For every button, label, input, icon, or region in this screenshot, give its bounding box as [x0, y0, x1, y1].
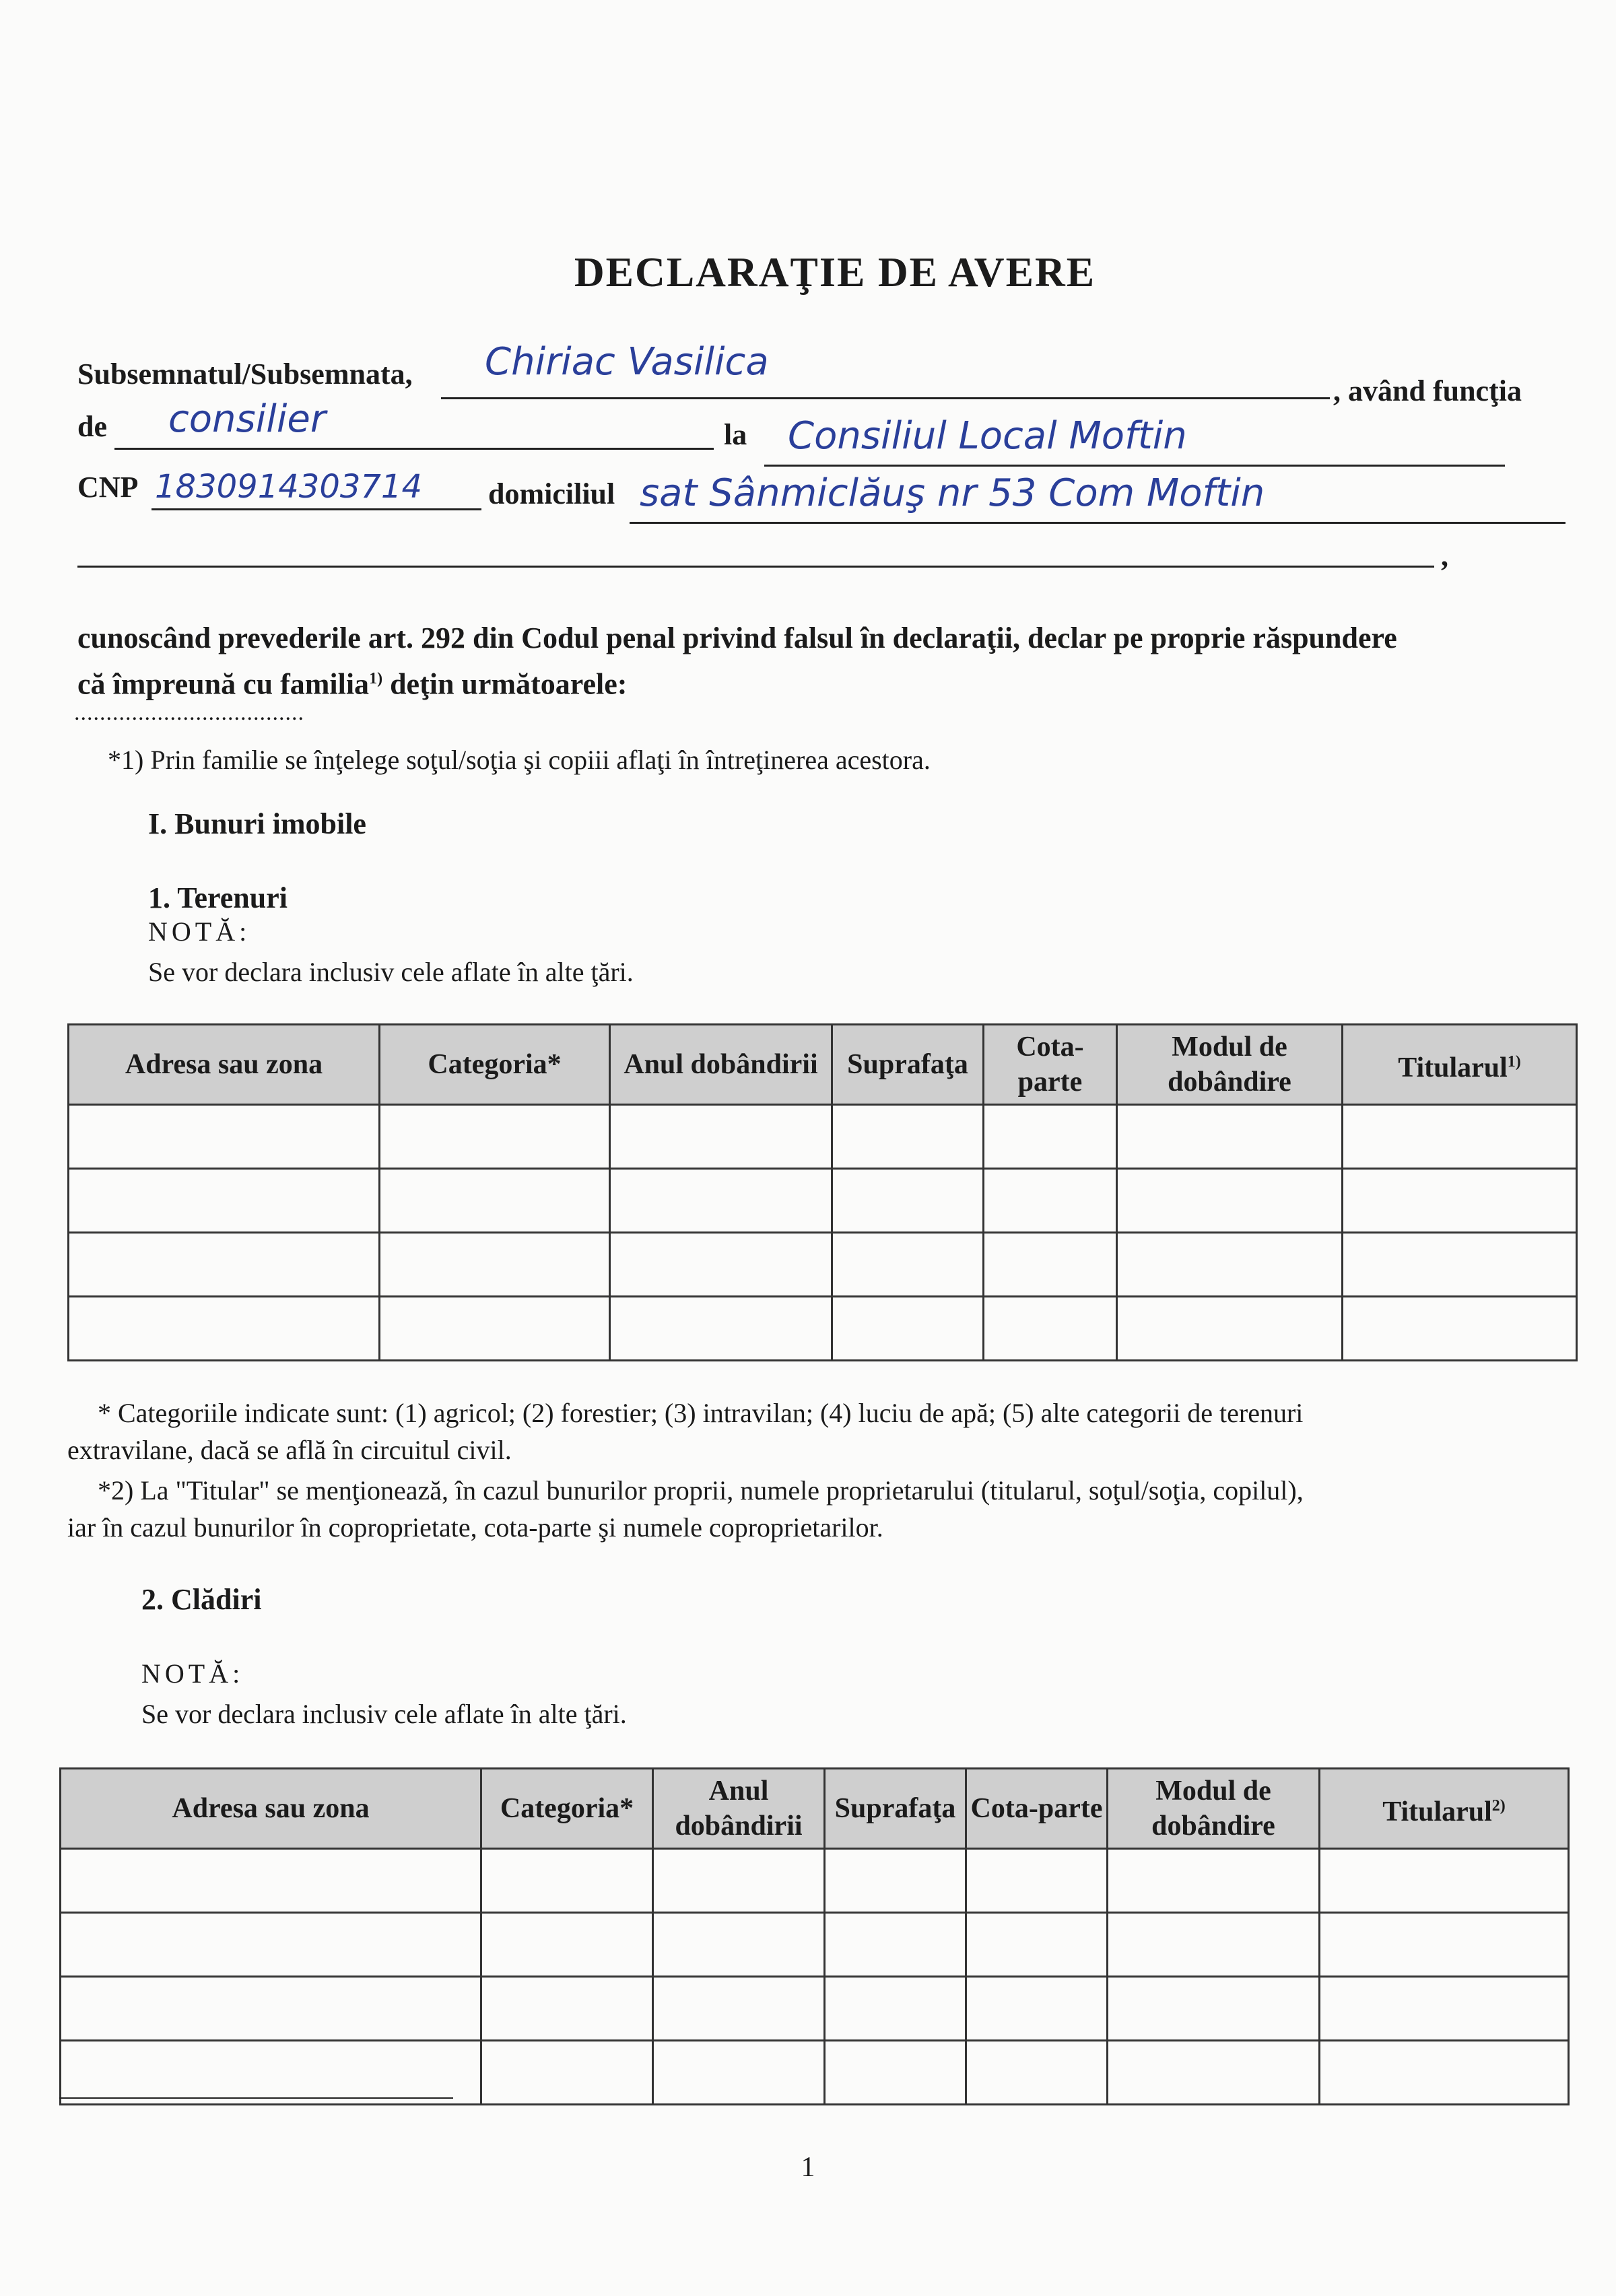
table-cell[interactable] [984, 1105, 1117, 1169]
table-cell[interactable] [1117, 1297, 1343, 1361]
titular-footnote-line-2: iar în cazul bunurilor în coproprietate, cota-parte şi numele coproprietarilor. [67, 1512, 883, 1543]
domiciliul-label: domiciliul [488, 477, 615, 510]
table-cell[interactable] [610, 1297, 832, 1361]
cladiri-table [59, 1767, 1570, 2105]
table-cell[interactable] [966, 1849, 1108, 1913]
intro-line-2 [77, 660, 627, 704]
cladiri-col-adresa: Adresa sau zona [61, 1769, 481, 1849]
cladiri-col-titular [1320, 1769, 1569, 1849]
table-cell[interactable] [380, 1233, 610, 1297]
table-cell[interactable] [61, 1849, 481, 1913]
table-row [61, 1849, 1569, 1913]
table-cell[interactable] [1108, 1849, 1320, 1913]
categorii-footnote-line-1: * Categoriile indicate sunt: (1) agricol; (2) forestier; (3) intravilan; (4) luciu de apă; (5) alte categorii de terenuri [98, 1398, 1304, 1428]
table-cell[interactable] [1343, 1169, 1577, 1233]
table-cell[interactable] [966, 1913, 1108, 1977]
table-cell[interactable] [1320, 2041, 1569, 2105]
table-cell[interactable] [825, 1849, 966, 1913]
table-cell[interactable] [1108, 1913, 1320, 1977]
table-cell[interactable] [380, 1105, 610, 1169]
table-cell[interactable] [1320, 1913, 1569, 1977]
cladiri-heading: 2. Clădiri [141, 1583, 262, 1616]
terenuri-col-categoria: Categoria* [380, 1025, 610, 1105]
categorii-footnote-line-2: extravilane, dacă se află în circuitul civil. [67, 1435, 512, 1465]
section-bunuri-imobile-heading: I. Bunuri imobile [148, 807, 366, 840]
terenuri-table [67, 1023, 1578, 1361]
cnp-label: CNP [77, 471, 139, 504]
table-cell[interactable] [984, 1169, 1117, 1233]
intro-line-2b: deţin următoarele: [382, 667, 628, 701]
cladiri-col-cota: Cota-parte [966, 1769, 1108, 1849]
cladiri-header-row [61, 1769, 1569, 1849]
terenuri-heading: 1. Terenuri [148, 881, 288, 914]
table-cell[interactable] [1343, 1297, 1577, 1361]
page-title: DECLARAŢIE DE AVERE [574, 250, 1096, 296]
terenuri-header-row [69, 1025, 1577, 1105]
subsemnatul-label: Subsemnatul/Subsemnata, [77, 358, 413, 391]
table-row [69, 1297, 1577, 1361]
cnp-handwritten: 1830914303714 [155, 468, 423, 506]
table-cell[interactable] [825, 1977, 966, 2041]
cladiri-col-categoria: Categoria* [481, 1769, 653, 1849]
terenuri-titular-sup: 1) [1507, 1052, 1521, 1071]
table-cell[interactable] [984, 1297, 1117, 1361]
table-cell[interactable] [61, 2041, 481, 2105]
table-cell[interactable] [481, 1977, 653, 2041]
terenuri-col-modul: Modul de dobândire [1117, 1025, 1343, 1105]
table-cell[interactable] [1320, 1849, 1569, 1913]
footnote-separator: .................................... [74, 700, 304, 725]
cladiri-titular-label: Titularul [1382, 1796, 1492, 1827]
table-cell[interactable] [825, 1913, 966, 1977]
terenuri-titular-label: Titularul [1398, 1052, 1508, 1083]
name-handwritten: Chiriac Vasilica [485, 340, 769, 384]
domiciliu-underline [630, 522, 1566, 524]
terenuri-nota-label: NOTĂ: [148, 916, 251, 947]
intro-line-1: cunoscând prevederile art. 292 din Codul penal privind falsul în declaraţii, declar pe proprie răspundere [77, 621, 1397, 654]
family-footnote: *1) Prin familie se înţelege soţul/soţia şi copiii aflaţi în întreţinerea acestora. [108, 745, 931, 775]
cladiri-titular-sup: 2) [1491, 1796, 1506, 1815]
institutie-underline [764, 465, 1505, 467]
cladiri-nota-text: Se vor declara inclusiv cele aflate în alte ţări. [141, 1699, 627, 1729]
table-cell[interactable] [966, 2041, 1108, 2105]
avand-functia-label: , având funcţia [1333, 374, 1522, 407]
institutie-handwritten: Consiliul Local Moftin [788, 414, 1187, 458]
la-label: la [724, 418, 747, 451]
table-cell[interactable] [610, 1105, 832, 1169]
table-cell[interactable] [69, 1233, 380, 1297]
table-cell[interactable] [984, 1233, 1117, 1297]
intro-sup: 1) [369, 670, 383, 687]
table-cell[interactable] [61, 1977, 481, 2041]
table-row [61, 1977, 1569, 2041]
table-cell[interactable] [1343, 1233, 1577, 1297]
table-cell[interactable] [653, 1977, 825, 2041]
domiciliu-handwritten: sat Sânmiclăuş nr 53 Com Moftin [640, 471, 1265, 515]
table-cell[interactable] [481, 1849, 653, 1913]
functie-handwritten: consilier [168, 397, 326, 441]
terenuri-nota-text: Se vor declara inclusiv cele aflate în alte ţări. [148, 957, 634, 987]
table-cell[interactable] [1117, 1105, 1343, 1169]
de-label: de [77, 410, 107, 443]
table-row [69, 1105, 1577, 1169]
table-cell[interactable] [832, 1297, 984, 1361]
table-cell[interactable] [832, 1169, 984, 1233]
domiciliu-continuation-underline [77, 566, 1434, 568]
terenuri-col-cota: Cota-parte [984, 1025, 1117, 1105]
intro-line-2a: că împreună cu familia [77, 667, 370, 701]
table-cell[interactable] [1343, 1105, 1577, 1169]
table-cell[interactable] [380, 1169, 610, 1233]
table-cell[interactable] [966, 1977, 1108, 2041]
table-cell[interactable] [1320, 1977, 1569, 2041]
table-cell[interactable] [1117, 1169, 1343, 1233]
cladiri-nota-label: NOTĂ: [141, 1658, 244, 1689]
cladiri-col-modul: Modul de dobândire [1108, 1769, 1320, 1849]
cladiri-col-anul: Anul dobândirii [653, 1769, 825, 1849]
table-cell[interactable] [61, 1913, 481, 1977]
table-row [69, 1233, 1577, 1297]
table-cell[interactable] [653, 1849, 825, 1913]
footnote-rule [59, 2097, 453, 2099]
table-cell[interactable] [825, 2041, 966, 2105]
table-cell[interactable] [1108, 1977, 1320, 2041]
table-row [61, 1913, 1569, 1977]
table-cell[interactable] [1108, 2041, 1320, 2105]
table-cell[interactable] [380, 1297, 610, 1361]
table-cell[interactable] [610, 1233, 832, 1297]
cladiri-col-suprafata: Suprafaţa [825, 1769, 966, 1849]
terenuri-col-suprafata: Suprafaţa [832, 1025, 984, 1105]
end-comma: , [1441, 539, 1448, 572]
titular-footnote-line-1: *2) La "Titular" se menţionează, în cazul bunurilor proprii, numele proprietarului (titularul, soţul/soţia, copilul), [98, 1475, 1304, 1506]
terenuri-col-titular [1343, 1025, 1577, 1105]
table-row [61, 2041, 1569, 2105]
terenuri-col-anul: Anul dobândirii [610, 1025, 832, 1105]
functie-underline [114, 448, 714, 450]
table-cell[interactable] [481, 2041, 653, 2105]
table-cell[interactable] [69, 1297, 380, 1361]
table-cell[interactable] [832, 1233, 984, 1297]
table-cell[interactable] [832, 1105, 984, 1169]
table-cell[interactable] [69, 1105, 380, 1169]
table-cell[interactable] [653, 1913, 825, 1977]
table-cell[interactable] [1117, 1233, 1343, 1297]
table-cell[interactable] [69, 1169, 380, 1233]
table-cell[interactable] [481, 1913, 653, 1977]
page-number: 1 [801, 2152, 815, 2183]
terenuri-col-adresa: Adresa sau zona [69, 1025, 380, 1105]
name-underline [441, 397, 1330, 399]
cnp-underline [152, 508, 481, 510]
table-cell[interactable] [653, 2041, 825, 2105]
table-cell[interactable] [610, 1169, 832, 1233]
table-row [69, 1169, 1577, 1233]
